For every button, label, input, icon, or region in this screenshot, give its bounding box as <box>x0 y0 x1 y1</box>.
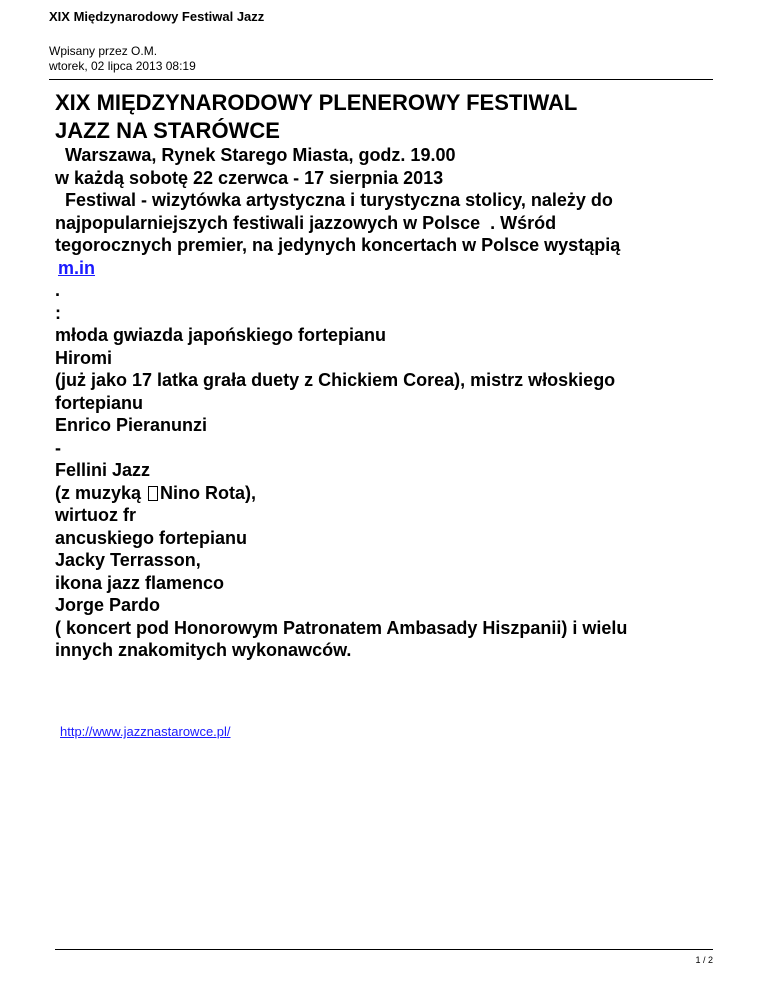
body-line: Fellini Jazz <box>55 460 151 480</box>
article-title <box>55 89 695 145</box>
article-title-line-1: XIX MIĘDZYNARODOWY PLENEROWY FESTIWAL <box>55 90 578 115</box>
article-title-line-2: JAZZ NA STARÓWCE <box>55 118 280 143</box>
body-line: wirtuoz fr <box>55 505 136 525</box>
body-line <box>55 257 735 280</box>
body-line: ( koncert pod Honorowym Patronatem Ambasady Hiszpanii) i wielu <box>55 617 628 638</box>
article-meta <box>49 44 196 74</box>
body-line: Enrico Pieranunzi <box>55 415 208 435</box>
document-header-title: XIX Międzynarodowy Festiwal Jazz <box>49 9 265 24</box>
body-line: najpopularniejszych festiwali jazzowych w Polsce . Wśród <box>55 212 557 233</box>
body-line: fortepianu <box>55 392 143 413</box>
body-fragment: Nino Rota), <box>160 482 257 503</box>
page-number: 1 / 2 <box>695 955 713 965</box>
body-line: w każdą sobotę 22 czerwca - 17 sierpnia 2013 <box>55 167 444 188</box>
header-divider <box>49 79 713 80</box>
body-line <box>55 482 735 505</box>
body-line: innych znakomitych wykonawców. <box>55 640 352 660</box>
body-line: Warszawa, Rynek Starego Miasta, godz. 19.00 <box>55 145 456 165</box>
festival-website-link[interactable]: http://www.jazznastarowce.pl/ <box>60 724 231 739</box>
body-line: : <box>55 302 61 323</box>
footer-divider <box>55 949 713 950</box>
body-line: Festiwal - wizytówka artystyczna i turystyczna stolicy, należy do <box>55 190 613 210</box>
date-line: wtorek, 02 lipca 2013 08:19 <box>49 59 196 73</box>
body-line: Jorge Pardo <box>55 595 161 615</box>
body-line: (już jako 17 latka grała duety z Chickiem Corea), mistrz włoskiego <box>55 370 616 390</box>
article-body <box>55 144 735 662</box>
body-line: Hiromi <box>55 347 113 368</box>
body-line: ikona jazz flamenco <box>55 572 225 593</box>
body-line: młoda gwiazda japońskiego fortepianu <box>55 325 387 345</box>
body-line: ancuskiego fortepianu <box>55 527 248 548</box>
missing-glyph-icon <box>148 486 158 501</box>
body-fragment: (z muzyką <box>55 482 147 503</box>
body-line: Jacky Terrasson, <box>55 550 201 570</box>
body-line: tegorocznych premier, na jedynych koncertach w Polsce wystąpią <box>55 235 621 255</box>
body-line: . <box>55 280 61 300</box>
body-line: - <box>55 437 61 458</box>
author-line: Wpisany przez O.M. <box>49 44 158 58</box>
min-link[interactable]: m.in <box>58 257 96 278</box>
